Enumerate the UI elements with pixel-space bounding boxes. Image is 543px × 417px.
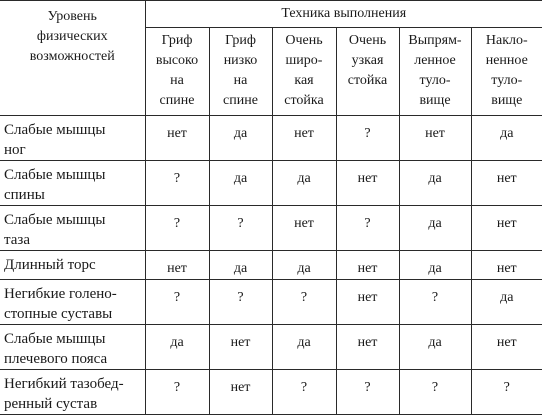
condition-header-line: Уровень	[47, 9, 97, 24]
row-label	[0, 325, 145, 370]
column-header-line: спине	[159, 93, 195, 108]
table-cell: ?	[336, 370, 399, 415]
column-header-line: Выпрям-	[408, 33, 462, 48]
table-cell: нет	[209, 370, 272, 415]
table-body	[0, 116, 542, 415]
table-cell: нет	[336, 251, 399, 280]
table-cell: нет	[471, 325, 542, 370]
row-label-line: Негибкие голено-	[4, 286, 117, 302]
table-cell: ?	[272, 370, 336, 415]
table-cell: ?	[145, 206, 209, 251]
table-cell: ?	[145, 280, 209, 325]
table-cell: нет	[471, 161, 542, 206]
table-cell: да	[272, 325, 336, 370]
row-label-line: стопные суставы	[4, 306, 113, 322]
condition-header	[0, 1, 145, 116]
table-cell: ?	[209, 206, 272, 251]
column-header	[209, 28, 272, 116]
column-header-line: на	[170, 73, 184, 88]
row-label	[0, 280, 145, 325]
table-row	[0, 116, 542, 161]
row-label	[0, 251, 145, 280]
table-cell: да	[209, 251, 272, 280]
column-header-line: Очень	[285, 33, 323, 48]
row-label-line: Негибкий тазобед-	[4, 376, 124, 392]
row-label-line: таза	[4, 232, 30, 248]
row-label	[0, 161, 145, 206]
table-cell: ?	[399, 280, 471, 325]
table-cell: ?	[272, 280, 336, 325]
table-row	[0, 161, 542, 206]
table-cell: нет	[471, 251, 542, 280]
table-cell: нет	[145, 251, 209, 280]
column-header-line: Гриф	[225, 33, 256, 48]
column-header-line: туло-	[491, 73, 523, 88]
column-header-line: кая	[294, 73, 314, 88]
table-cell: да	[272, 161, 336, 206]
table-cell: да	[209, 116, 272, 161]
table-cell: ?	[145, 370, 209, 415]
table-cell: нет	[336, 280, 399, 325]
technique-group-header: Техника выполнения	[145, 1, 542, 28]
table-cell: да	[399, 206, 471, 251]
table-cell: ?	[336, 116, 399, 161]
table-row	[0, 325, 542, 370]
table-cell: да	[272, 251, 336, 280]
column-header-line: ненное	[485, 53, 528, 68]
row-label-line: Слабые мышцы	[4, 212, 106, 228]
table-cell: нет	[471, 206, 542, 251]
condition-header-line: возможностей	[29, 49, 115, 64]
table-row	[0, 206, 542, 251]
table-cell: да	[471, 280, 542, 325]
table-cell: ?	[336, 206, 399, 251]
row-label	[0, 370, 145, 415]
column-header	[336, 28, 399, 116]
table-cell: ?	[145, 161, 209, 206]
column-header-line: стойка	[347, 73, 388, 88]
table-cell: да	[145, 325, 209, 370]
row-label-line: плечевого пояса	[4, 351, 108, 367]
column-header-line: ленное	[414, 53, 456, 68]
row-label	[0, 116, 145, 161]
row-label	[0, 206, 145, 251]
row-label-line: Слабые мышцы	[4, 331, 106, 347]
table-cell: да	[399, 161, 471, 206]
column-header-line: спине	[223, 93, 258, 108]
column-header	[145, 28, 209, 116]
column-header-line: низко	[223, 53, 258, 68]
row-label-line: спины	[4, 187, 45, 203]
column-header-line: стойка	[284, 93, 324, 108]
table-cell: ?	[399, 370, 471, 415]
row-label-line: Слабые мышцы	[4, 122, 106, 138]
column-header	[399, 28, 471, 116]
table-row	[0, 370, 542, 415]
table-cell: ?	[209, 280, 272, 325]
column-header-line: Гриф	[161, 33, 193, 48]
table-cell: нет	[336, 161, 399, 206]
column-header-line: вище	[491, 93, 523, 108]
table-cell: нет	[209, 325, 272, 370]
table-row	[0, 251, 542, 280]
column-header	[272, 28, 336, 116]
column-header	[471, 28, 542, 116]
row-label-line: ног	[4, 142, 26, 158]
header-row-group	[0, 1, 542, 28]
table-cell: нет	[272, 116, 336, 161]
table-row	[0, 280, 542, 325]
table-cell: да	[471, 116, 542, 161]
table-cell: ?	[471, 370, 542, 415]
column-header-line: узкая	[351, 53, 384, 68]
column-header-line: широ-	[285, 53, 323, 68]
table-cell: да	[399, 251, 471, 280]
row-label-line: Длинный торс	[4, 257, 96, 273]
table-cell: нет	[336, 325, 399, 370]
column-header-line: Накло-	[485, 33, 528, 48]
table-cell: нет	[272, 206, 336, 251]
table-cell: нет	[399, 116, 471, 161]
column-header-line: высоко	[155, 53, 199, 68]
column-header-line: на	[233, 73, 248, 88]
column-header-line: туло-	[419, 73, 451, 88]
column-header-line: вище	[419, 93, 451, 108]
table-cell: да	[209, 161, 272, 206]
row-label-line: Слабые мышцы	[4, 167, 106, 183]
row-label-line: ренный сустав	[4, 396, 98, 412]
condition-header-line: физических	[36, 29, 108, 44]
table-cell: нет	[145, 116, 209, 161]
column-header-line: Очень	[348, 33, 387, 48]
table-cell: да	[399, 325, 471, 370]
